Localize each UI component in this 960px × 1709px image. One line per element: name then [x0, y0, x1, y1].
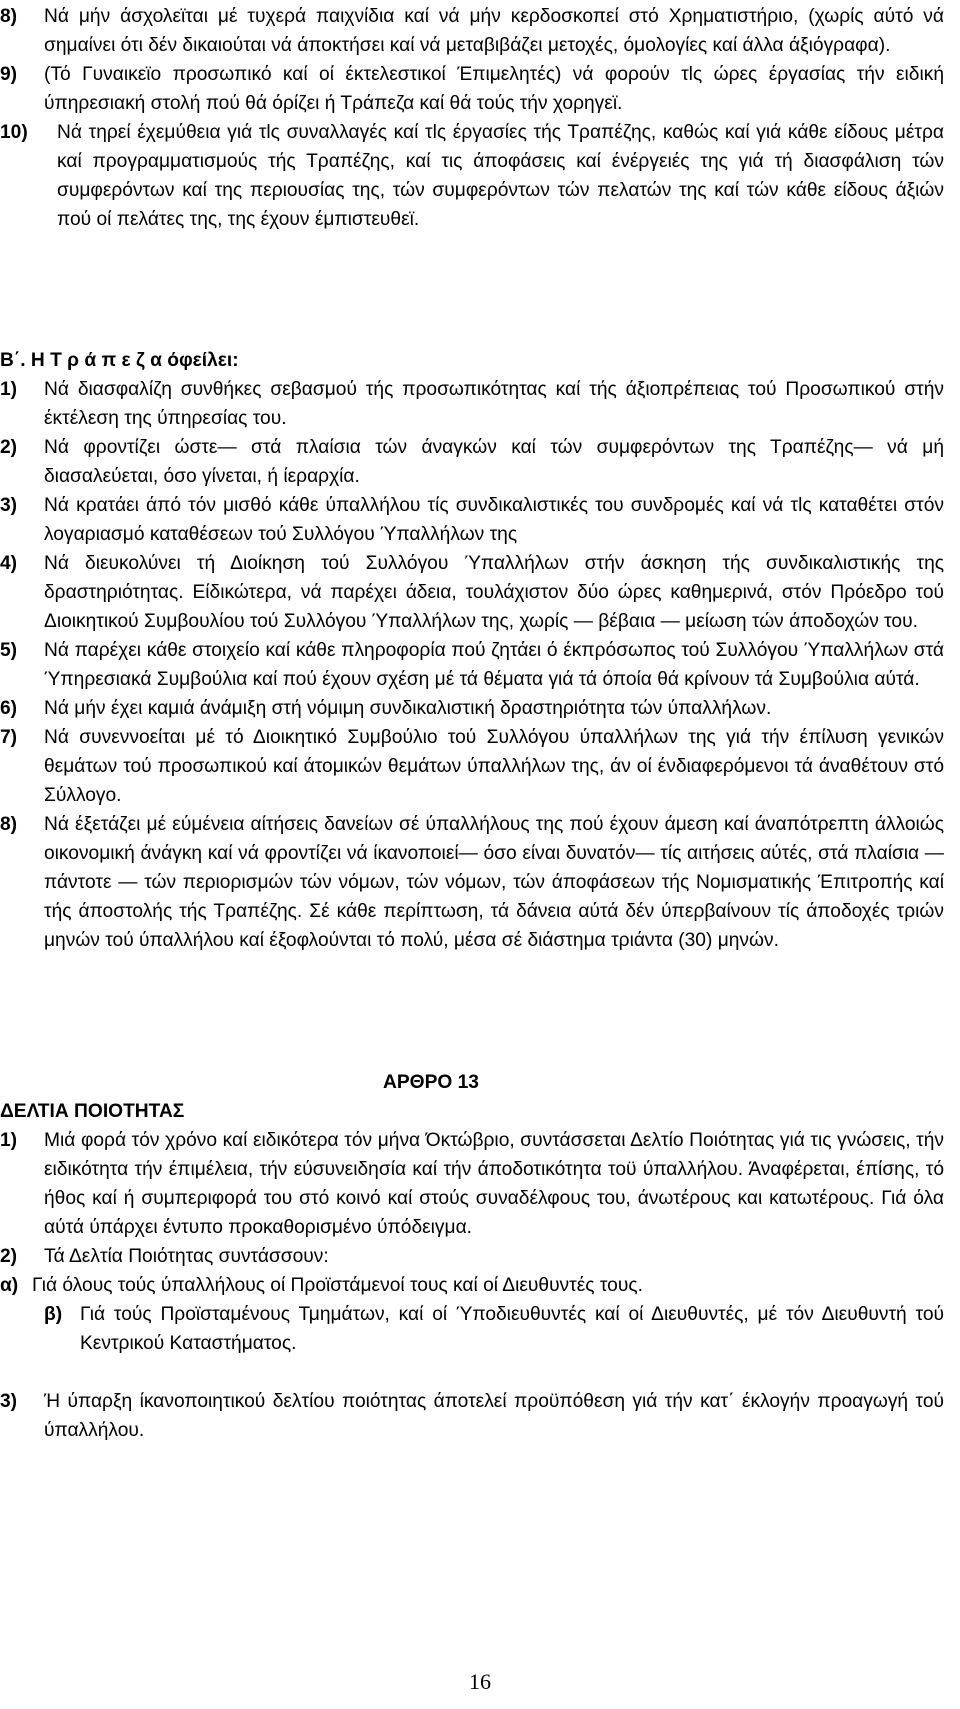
item-text: Νά διασφαλίζη συνθήκες σεβασμού τής προσωπικότητας καί τής άξιοπρέπειας τού Προσωπικού στήν έκτέλεση της ύπηρεσίας του.: [44, 379, 944, 429]
item-text: Γιά τούς Προϊσταμένους Τμημάτων, καί οί Ύποδιευθυντές καί οί Διευθυντές, μέ τόν Διευθυντή τού Κεντρικού Καταστήματος.: [80, 1304, 944, 1354]
item-number: 7): [0, 727, 18, 748]
item-text: Νά φροντίζει ώστε— στά πλαίσια τών άναγκών καί τών συμφερόντων της Τραπέζης— νά μή διασαλεύεται, όσο γίνεται, ή ίεραρχία.: [44, 437, 944, 487]
section-b: [0, 346, 944, 955]
item-number: 3): [0, 495, 18, 516]
list-item: [0, 549, 944, 636]
section-b-heading: [0, 346, 944, 375]
item-text: Μιά φορά τόν χρόνο καί ειδικότερα τόν μήνα Όκτώβριο, συντάσσεται Δελτίο Ποιότητας γιά τις γνώσεις, τήν ειδικότητα τήν έπιμέλεια, τήν εύσυνειδησία καί τήν άποδοτικότητα τοϋ ύπαλλήλου. Άναφέρεται, έπίσης, τό ήθος καί ή συμπεριφορά του στό κοινό καί στούς συναδέλφους του, άνωτέρους και κατωτέρους. Γιά όλα αύτά ύπάρχει έντυπο προκαθορισμένο ύπόδειγμα.: [44, 1130, 944, 1238]
item-number: 2): [0, 437, 18, 458]
top-list: [0, 2, 944, 234]
item-text: Νά συνεννοείται μέ τό Διοικητικό Συμβούλιο τού Συλλόγου ύπαλλήλων της γιά τήν έπίλυση γενικών θεμάτων τού προσωπικού καί άτομικών θεμάτων ύπαλλήλων της, άν οί ένδιαφερόμενοι τά άναθέτουν στό Σύλλογο.: [44, 727, 944, 806]
item-text: (Τό Γυναικεϊο προσωπικό καί οί έκτελεστικοί Έπιμελητές) νά φορούν τlς ώρες έργασίας τήν ειδική ύπηρεσιακή στολή πού θά όρίζει ή Τράπεζα καί θά τούς τήν χορηγεϊ.: [44, 64, 944, 114]
item-number: 1): [0, 379, 18, 400]
article-title: ΑΡΘΡΟ 13: [383, 1072, 479, 1093]
item-text: Νά κρατάει άπό τόν μισθό κάθε ύπαλλήλου τίς συνδικαλιστικές του συνδρομές καί νά τlς καταθέτει στόν λογαριασμό καταθέσεων τού Συλλόγου Ύπαλλήλων της: [44, 495, 944, 545]
list-item: [0, 433, 944, 491]
list-item: [0, 810, 944, 955]
item-number: 6): [0, 698, 18, 719]
list-item: [0, 1300, 944, 1358]
list-item: [0, 1387, 944, 1445]
list-item: [0, 694, 944, 723]
item-number: 2): [0, 1246, 18, 1267]
item-number: 8): [0, 6, 18, 27]
list-item: [0, 60, 944, 118]
item-number: β): [44, 1304, 63, 1325]
list-item: [0, 723, 944, 810]
item-number: 9): [0, 64, 18, 85]
page-number: 16: [469, 1669, 491, 1694]
item-text: Νά μήν έχει καμιά άνάμιξη στή νόμιμη συνδικαλιστική δραστηριότητα τών ύπαλλήλων.: [44, 698, 772, 719]
list-item: [0, 1126, 944, 1242]
item-number: 3): [0, 1391, 18, 1412]
list-item: [0, 118, 944, 234]
item-number: α): [0, 1275, 19, 1296]
item-text: Γιά όλους τούς ύπαλλήλους οί Προϊστάμενοί τους καί οί Διευθυντές τους.: [32, 1275, 643, 1296]
item-number: 4): [0, 553, 18, 574]
section-b-title: Η Τ ρ ά π ε ζ α όφείλει:: [30, 350, 239, 371]
article-subtitle: ΔΕΛΤΙΑ ΠΟΙΟΤΗΤΑΣ: [0, 1101, 185, 1122]
item-text: Νά έξετάζει μέ εύμένεια αίτήσεις δανείων σέ ύπαλλήλους της πού έχουν άμεση καί άναπότρεπτη άλλοιώς οικονομική άνάγκη καί νά φροντίζει νά ίκανοποιεί— όσο είναι δυνατόν— τίς αιτήσεις αύτές, στά πλαίσια — πάντοτε — τών περιορισμών τών νόμων, τών νόμων, τών άποφάσεων τής Νομισματικής Έπιτροπής καί τής άποστολής τής Τραπέζης. Σέ κάθε περίπτωση, τά δάνεια αύτά δέν ύπερβαίνουν τίς άποδοχές τριών μηνών τού ύπαλλήλου καί έξοφλούνται τό πολύ, μέσα σέ διάστημα τριάντα (30) μηνών.: [44, 814, 944, 951]
item-text: Νά μήν άσχολεϊται μέ τυχερά παιχνίδια καί νά μήν κερδοσκοπεί στό Χρηματιστήριο, (χωρίς αύτό νά σημαίνει ότι δέν δικαιούται νά άποκτήσει καί νά μεταβιβάζει μετοχές, όμολογίες καί άλλα άξιόγραφα).: [44, 6, 944, 56]
item-number: 10): [0, 122, 28, 143]
item-text: Νά τηρεί έχεμύθεια γιά τlς συναλλαγές καί τlς έργασίες τής Τραπέζης, καθώς καί γιά κάθε είδους μέτρα καί προγραμματισμούς τής Τραπέζης, καί τις άποφάσεις καί ένέργειές της γιά τή διασφάλιση τών συμφερόντων καί της περιουσίας της, τών συμφερόντων τών πελατών της καί τών κάθε είδους άξιών πού οί πελάτες της, της έχουν έμπιστευθεϊ.: [57, 122, 944, 230]
item-number: 1): [0, 1130, 18, 1151]
list-item: [0, 375, 944, 433]
list-item: [0, 636, 944, 694]
list-item: [0, 1242, 944, 1271]
item-number: 8): [0, 814, 18, 835]
section-b-prefix: Β΄.: [0, 350, 26, 371]
item-text: Ή ύπαρξη ίκανοποιητικού δελτίου ποιότητας άποτελεί προϋπόθεση γιά τήν κατ΄ έκλογήν προαγωγή τού ύπαλλήλου.: [44, 1391, 944, 1441]
article-13: [0, 1068, 944, 1445]
list-item: [0, 2, 944, 60]
item-text: Νά παρέχει κάθε στοιχείο καί κάθε πληροφορία πού ζητάει ό έκπρόσωπος τού Συλλόγου Ύπαλλήλων στά Ύπηρεσιακά Συμβούλια καί πού έχουν σχέση μέ τά θέματα γιά τά όποία θά κρίνουν τά Συμβούλια αύτά.: [44, 640, 944, 690]
item-text: Νά διευκολύνει τή Διοίκηση τού Συλλόγου Ύπαλλήλων στήν άσκηση τής συνδικαλιστικής της δραστηριότητας. Είδικώτερα, νά παρέχει άδεια, τουλάχιστον δύο ώρες καθημερινά, στόν Πρόεδρο τού Διοικητικού Συμβουλίου τού Συλλόγου Ύπαλλήλων της, χωρίς — βέβαια — μείωση τών άποδοχών του.: [44, 553, 944, 632]
list-item: [0, 1271, 944, 1300]
item-text: Τά Δελτία Ποιότητας συντάσσουν:: [44, 1246, 329, 1267]
item-number: 5): [0, 640, 18, 661]
list-item: [0, 491, 944, 549]
